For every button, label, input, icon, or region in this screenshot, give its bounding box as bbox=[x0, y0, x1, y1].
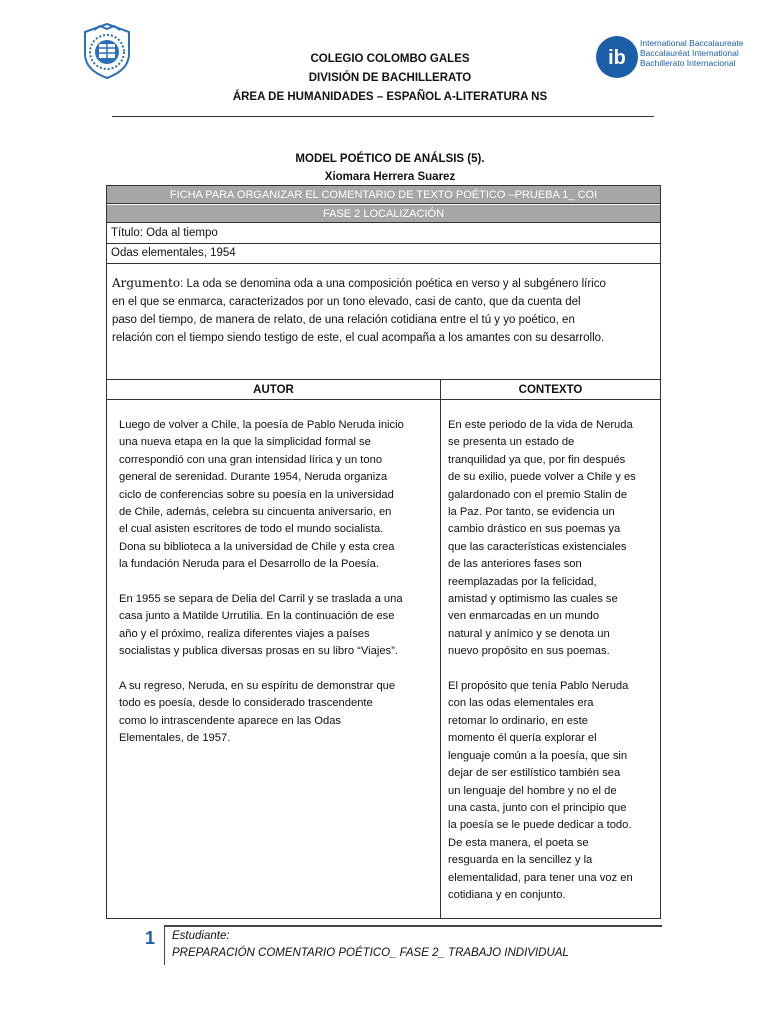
author-paragraph bbox=[119, 678, 432, 748]
argument-label: Argumento bbox=[112, 276, 181, 290]
text-line: una casta, junto con el principio que bbox=[448, 801, 627, 814]
text-line: la fundación Neruda para el Desarrollo de la Poesía. bbox=[119, 558, 379, 571]
text-line: ven enmarcadas en un mundo bbox=[448, 610, 600, 623]
ib-line-fr: Baccalauréat International bbox=[640, 48, 739, 58]
svg-text:ib: ib bbox=[608, 47, 626, 69]
text-line: que las características existenciales bbox=[448, 540, 627, 553]
argument-line: relación con el tiempo siendo testigo de este, el cual acompaña a los amantes con su desarrollo. bbox=[112, 332, 605, 344]
text-line: El propósito que tenía Pablo Neruda bbox=[448, 680, 629, 693]
text-line: En 1955 se separa de Delia del Carril y se traslada a una bbox=[119, 593, 403, 606]
text-line: cambio drástico en sus poemas ya bbox=[448, 523, 621, 536]
text-line: se presenta un estado de bbox=[448, 436, 575, 449]
text-line: momento él quería explorar el bbox=[448, 732, 597, 745]
text-line: con las odas elementales era bbox=[448, 697, 594, 710]
context-column-header: CONTEXTO bbox=[441, 380, 660, 400]
footer-divider bbox=[164, 925, 662, 927]
table-title-bar: FICHA PARA ORGANIZAR EL COMENTARIO DE TEXTO POÉTICO –PRUEBA 1_ COI bbox=[107, 186, 660, 204]
text-line: correspondió con una gran intensidad lírica y un tono bbox=[119, 453, 383, 466]
text-line: como lo intrascendente aparece en las Odas bbox=[119, 714, 342, 727]
text-line: año y el próximo, realiza diferentes viajes a países bbox=[119, 627, 370, 640]
text-line: cotidiana y en conjunto. bbox=[448, 888, 566, 901]
author-column-header: AUTOR bbox=[107, 380, 441, 400]
argument-section bbox=[107, 264, 660, 380]
text-line: de su exilio, puede volver a Chile y es bbox=[448, 471, 636, 484]
document-title-block bbox=[110, 150, 670, 186]
text-line: Luego de volver a Chile, la poesía de Pablo Neruda inicio bbox=[119, 419, 404, 431]
poem-title-row: Título: Oda al tiempo bbox=[107, 224, 660, 244]
argument-line-text: : La oda se denomina oda a una composición poética en verso y al subgénero lírico bbox=[180, 278, 606, 290]
text-line: galardonado con el premio Stalin de bbox=[448, 488, 628, 501]
text-line: natural y anímico y se denota un bbox=[448, 627, 610, 640]
ib-line-es: Bachillerato Internacional bbox=[640, 58, 736, 68]
text-line: nuevo propósito en sus poemas. bbox=[448, 645, 610, 658]
text-line: En este periodo de la vida de Neruda bbox=[448, 419, 633, 431]
argument-line bbox=[112, 274, 650, 293]
text-line: dejar de ser estilístico también sea bbox=[448, 767, 621, 780]
document-title: MODEL POÉTICO DE ANÁLSIS (5). bbox=[295, 153, 485, 165]
ib-line-en: International Baccalaureate bbox=[640, 38, 744, 48]
text-line: Elementales, de 1957. bbox=[119, 732, 231, 745]
argument-line: paso del tiempo, de manera de relato, de una relación cotidiana entre el tú y yo poético, en bbox=[112, 314, 575, 326]
poem-source-row: Odas elementales, 1954 bbox=[107, 244, 660, 264]
footer-label: Estudiante: bbox=[172, 930, 230, 942]
context-paragraph bbox=[448, 678, 656, 904]
author-paragraph bbox=[119, 417, 432, 574]
text-line: una nueva etapa en la que la simplicidad formal se bbox=[119, 436, 371, 449]
argument-line: en el que se enmarca, caracterizados por un tono elevado, casi de canto, que da cuenta del bbox=[112, 296, 581, 308]
text-line: ciclo de conferencias sobre su poesía en la universidad bbox=[119, 488, 394, 501]
footer-vertical-divider bbox=[164, 925, 165, 965]
division-name: DIVISIÓN DE BACHILLERATO bbox=[308, 72, 472, 84]
text-line: lenguaje común a la poesía, que sin bbox=[448, 749, 628, 762]
text-line: elementalidad, para tener una voz en bbox=[448, 871, 633, 884]
analysis-table bbox=[106, 185, 661, 919]
text-line: De esta manera, el poeta se bbox=[448, 836, 589, 849]
text-line: de Chile, además, celebra su cincuenta aniversario, en bbox=[119, 506, 392, 519]
text-line: socialistas y publica diversas prosas en su libro “Viajes”. bbox=[119, 645, 398, 658]
text-line: reemplazadas por la felicidad, bbox=[448, 575, 597, 588]
page-number: 1 bbox=[145, 928, 156, 948]
context-column bbox=[441, 400, 660, 918]
document-header bbox=[110, 50, 670, 107]
text-line: general de serenidad. Durante 1954, Neruda organiza bbox=[119, 471, 388, 484]
area-name: ÁREA DE HUMANIDADES – ESPAÑOL A-LITERATURA NS bbox=[232, 91, 548, 103]
text-line: un lenguaje del hombre y no el de bbox=[448, 784, 617, 797]
text-line: todo es poesía, desde lo considerado trascendente bbox=[119, 697, 373, 710]
school-name: COLEGIO COLOMBO GALES bbox=[310, 53, 470, 65]
text-line: la Paz. Por tanto, se evidencia un bbox=[448, 506, 615, 519]
author-paragraph bbox=[119, 591, 432, 661]
footer-text-block bbox=[172, 928, 569, 962]
context-paragraph bbox=[448, 417, 656, 661]
text-line: retomar lo ordinario, en este bbox=[448, 714, 588, 727]
text-line: A su regreso, Neruda, en su espíritu de demonstrar que bbox=[119, 680, 396, 693]
author-column bbox=[107, 400, 441, 918]
text-line: la poesía se le puede dedicar a todo. bbox=[448, 819, 632, 832]
header-divider bbox=[112, 116, 654, 117]
document-author: Xiomara Herrera Suarez bbox=[324, 171, 456, 183]
footer-description: PREPARACIÓN COMENTARIO POÉTICO_ FASE 2_ TRABAJO INDIVIDUAL bbox=[172, 947, 569, 959]
text-line: resguarda en la sencillez y la bbox=[448, 854, 593, 867]
text-line: Dona su biblioteca a la universidad de Chile y esta crea bbox=[119, 540, 395, 553]
text-line: el cual asisten escritores de todo el mundo socialista. bbox=[119, 523, 384, 536]
text-line: amistad y optimismo las cuales se bbox=[448, 593, 618, 606]
text-line: tranquilidad ya que, por fin después bbox=[448, 453, 626, 466]
text-line: de las anteriores fases son bbox=[448, 558, 582, 571]
text-line: casa junto a Matilde Urrutilia. En la continuación de ese bbox=[119, 610, 395, 623]
phase-bar: FASE 2 LOCALIZACIÓN bbox=[107, 205, 660, 223]
